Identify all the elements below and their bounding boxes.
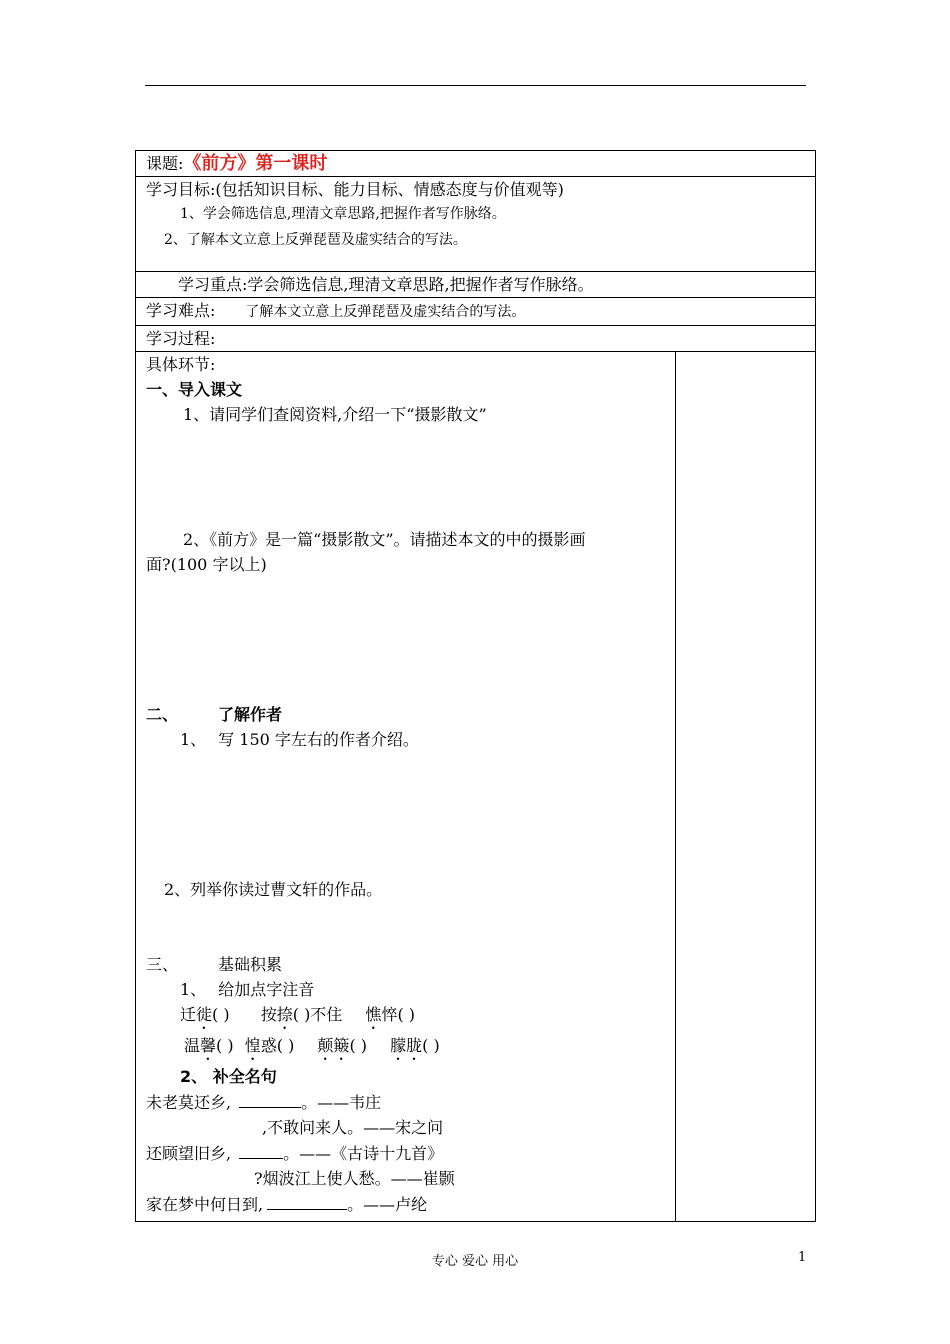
pinyin-word-menglong: 朦胧( ) [390,1036,440,1055]
process-label: 学习过程: [146,329,216,348]
section1-question-2-line2: 面?(100 字以上) [146,555,267,574]
section2-number: 二、 [146,705,179,724]
section3-sub1: 给加点字注音 [218,980,315,999]
lesson-title-prefix: 课题: [146,154,184,173]
section3-sub1-row [146,977,675,1002]
footer-motto: 专心 爱心 用心 [431,1254,519,1269]
objective-item-1: 1、学会筛选信息,理清文章思路,把握作者写作脉络。 [180,206,506,222]
difficulty-text: 了解本文立意上反弹琵琶及虚实结合的写法。 [245,304,526,320]
verse-3-blank[interactable] [239,1140,283,1159]
notes-column [676,352,816,1222]
steps-label: 具体环节: [146,355,216,374]
header-rule [145,85,806,86]
key-point-text: 学习重点:学会筛选信息,理清文章思路,把握作者写作脉络。 [178,275,594,294]
lesson-plan-table [135,150,816,1222]
objectives-cell [136,177,816,272]
verse-5: 家在梦中何日到, 。——卢纶 [146,1191,675,1217]
section3-heading-row [146,952,675,977]
section3-heading: 基础积累 [218,955,283,974]
difficulty-label: 学习难点: [146,301,216,320]
process-cell [136,326,816,352]
lesson-title: 《前方》第一课时 [183,153,328,174]
section1-question-2-line1: 2、《前方》是一篇“摄影散文”。请描述本文的中的摄影画 [183,530,586,549]
verse-1-blank[interactable] [239,1089,301,1108]
phonetic-words-row-2 [146,1033,675,1064]
pinyin-word-qianxi: 迁徙( ) [180,1005,230,1024]
lesson-title-cell [136,151,816,177]
section3-sub1-number: 1、 [180,980,207,999]
section1-question-1: 1、请同学们查阅资料,介绍一下“摄影散文” [183,405,487,424]
section2-heading: 了解作者 [218,705,283,724]
verse-5-blank[interactable] [267,1191,347,1210]
verse-3: 还顾望旧乡, 。——《古诗十九首》 [146,1140,675,1166]
verse-4: ?烟波江上使人愁。——崔颢 [254,1169,455,1188]
pinyin-word-anna: 按捺( )不住 [260,1005,343,1024]
section1-heading: 一、导入课文 [146,380,243,399]
verse-1: 未老莫还乡, 。——韦庄 [146,1089,675,1115]
objectives-label: 学习目标:(包括知识目标、能力目标、情感态度与价值观等) [146,180,564,199]
objective-item-2: 2、了解本文立意上反弹琵琶及虚实结合的写法。 [164,232,467,248]
section2-heading-row [146,702,675,727]
verse-2: ,不敢问来人。——宋之问 [262,1118,444,1137]
key-point-cell [136,272,816,298]
section2-question-1-text: 写 150 字左右的作者介绍。 [218,730,419,749]
pinyin-word-dianbo: 颠簸( ) [317,1036,368,1055]
steps-cell [136,352,676,1222]
phonetic-words-row-1 [146,1002,675,1033]
section2-question-1 [146,727,675,752]
section2-question-2: 2、列举你读过曹文轩的作品。 [164,880,383,899]
pinyin-word-huanghuo: 惶惑( ) [244,1036,295,1055]
section3-sub2: 2、 补全名句 [180,1067,277,1086]
pinyin-word-wenxin: 温馨( ) [184,1036,234,1055]
section2-question-1-number: 1、 [180,730,207,749]
section3-number: 三、 [146,955,179,974]
difficulty-cell [136,298,816,326]
page-number: 1 [798,1250,807,1265]
pinyin-word-qiaocui: 憔悴( ) [365,1005,416,1024]
